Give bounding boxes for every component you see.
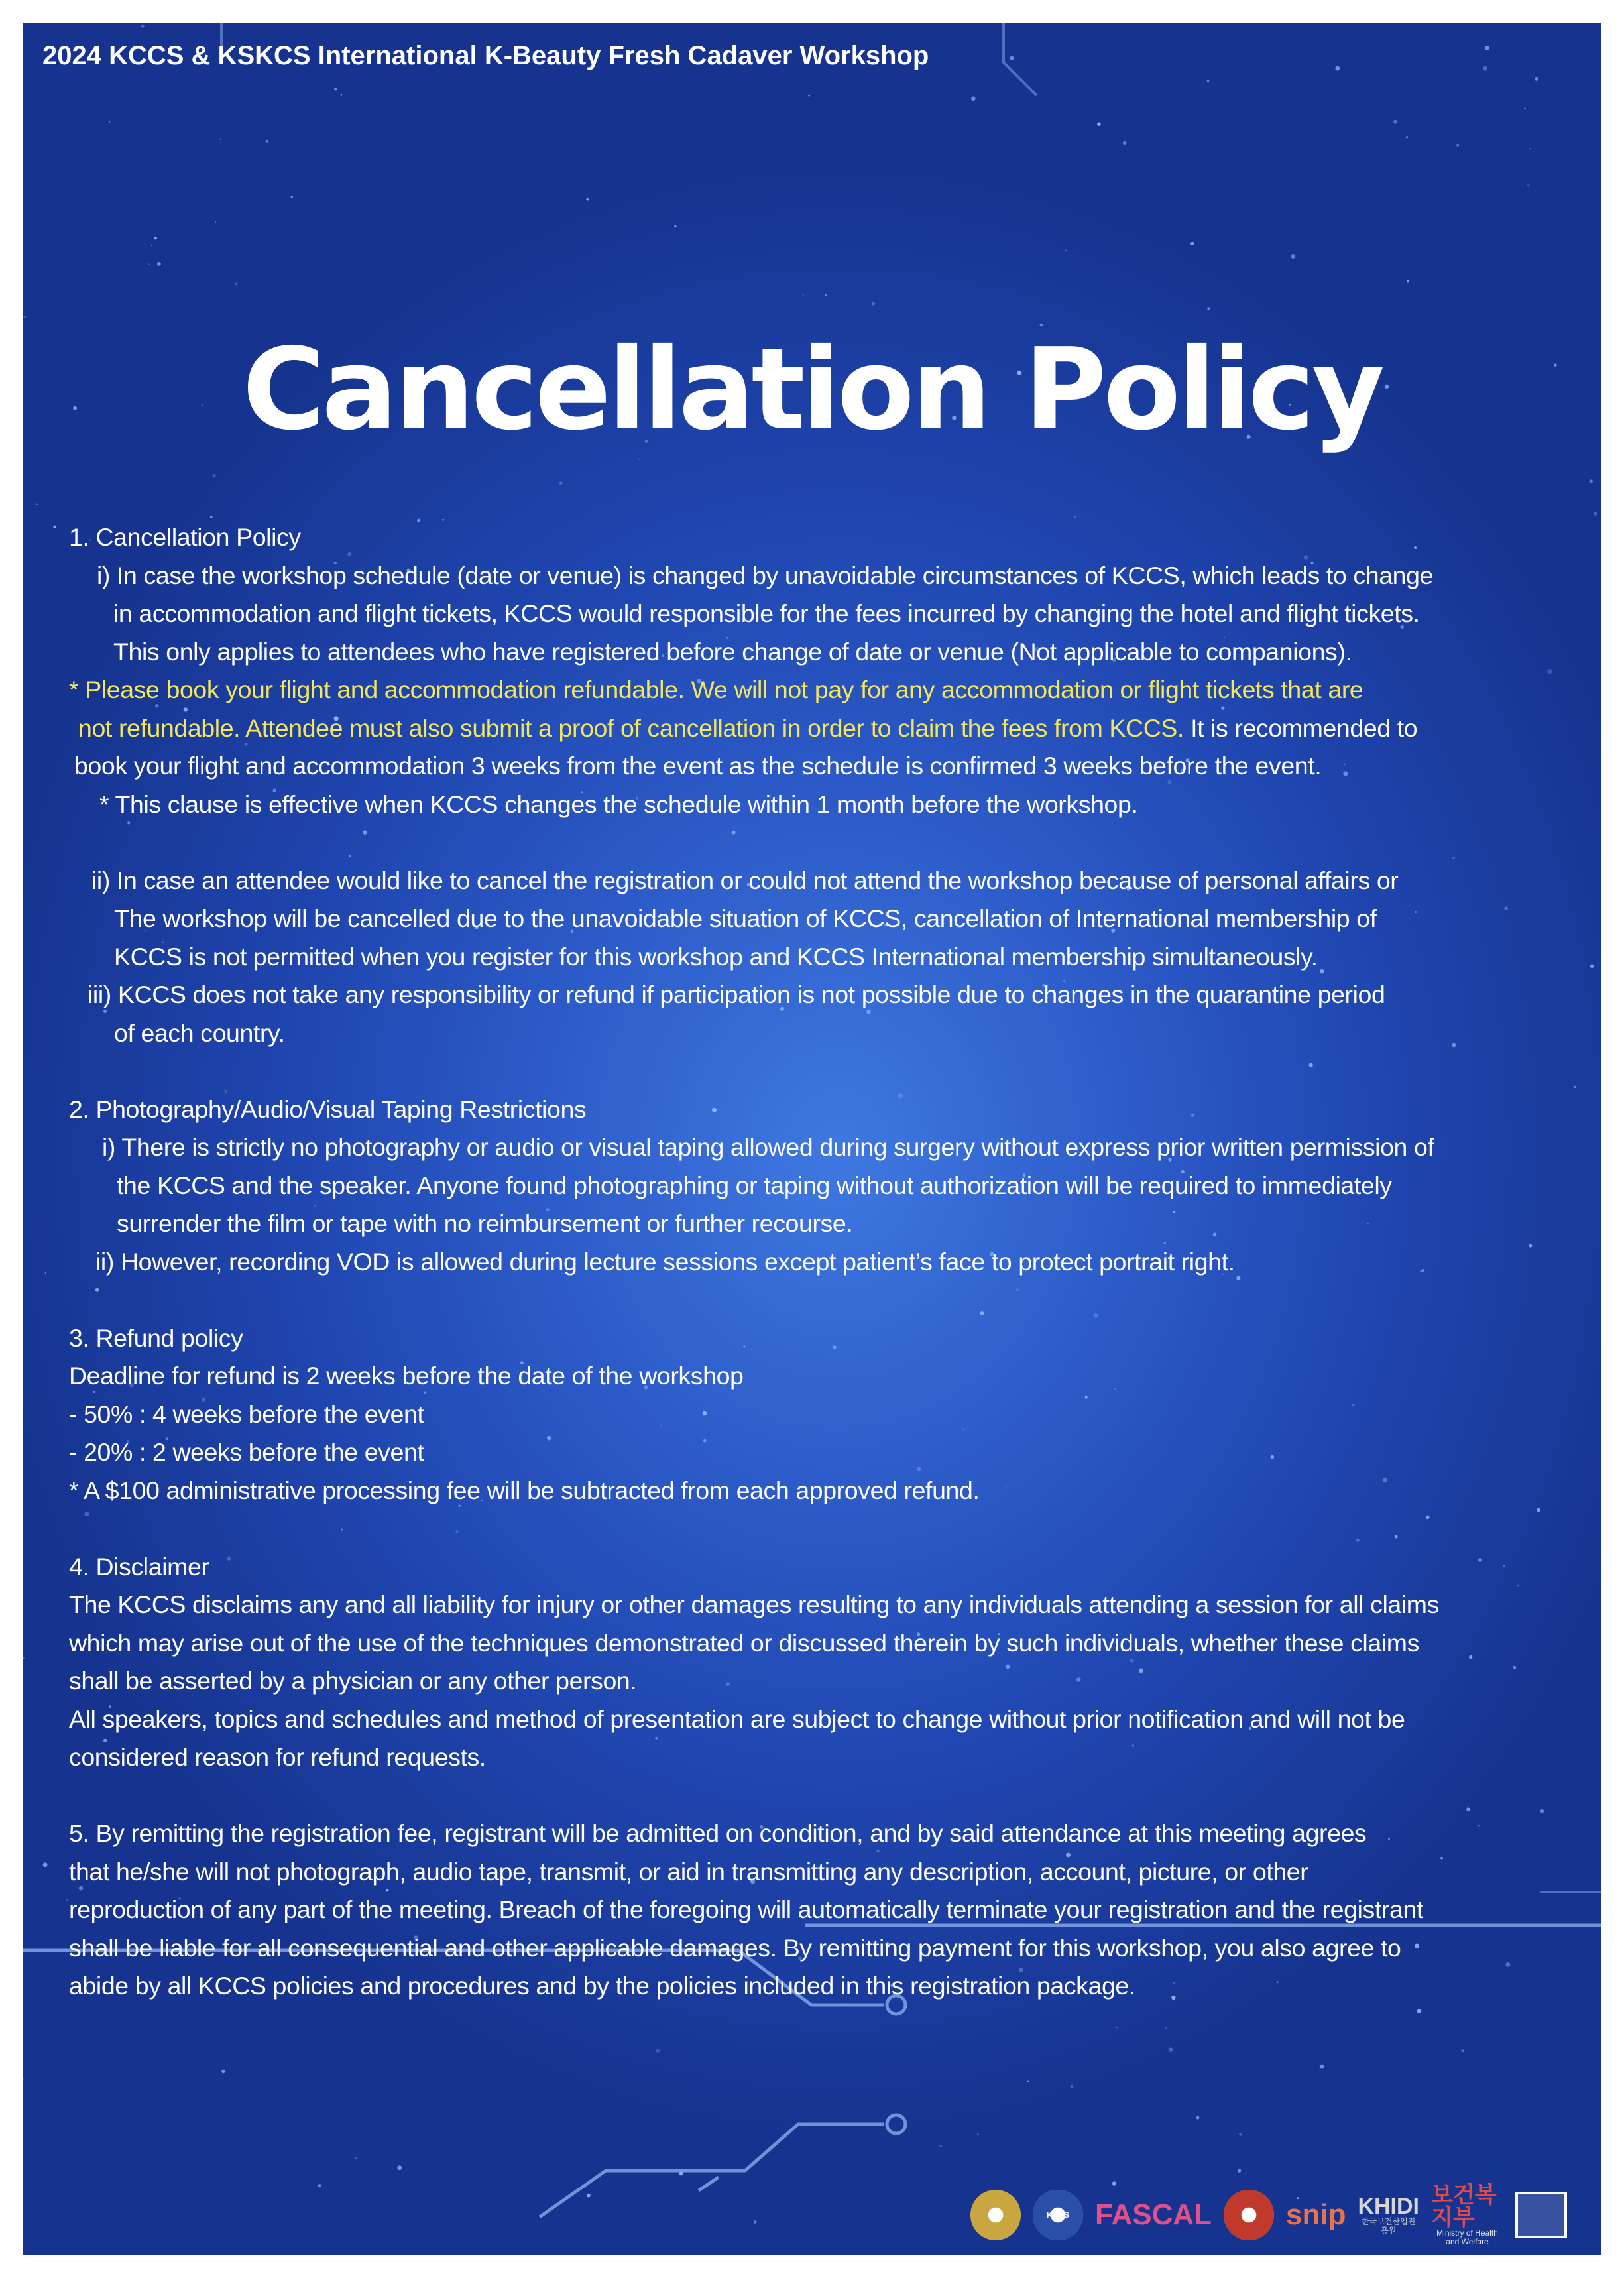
line-text: KCCS is not permitted when you register for this workshop and KCCS International membership simultaneously. [114, 942, 1318, 971]
star-dot [1097, 122, 1101, 126]
line-text: the KCCS and the speaker. Anyone found photographing or taping without authorization will be required to immediately [117, 1171, 1392, 1199]
line-text: * This clause is effective when KCCS changes the schedule within 1 month before the workshop. [99, 790, 1138, 818]
star-dot [1123, 141, 1127, 145]
khidi-logo [1358, 2195, 1419, 2235]
policy-line [69, 1891, 1594, 1929]
page-title: Cancellation Policy [242, 324, 1382, 455]
star-dot [1010, 56, 1014, 60]
policy-line [69, 786, 1594, 824]
line-text: ii) However, recording VOD is allowed during lecture sessions except patient’s face to protect portrait right. [95, 1247, 1235, 1276]
policy-line [69, 862, 1594, 900]
policy-line [69, 518, 1594, 557]
seal-logo-emblem [970, 2190, 1021, 2240]
highlighted-text: not refundable. Attendee must also submit a proof of cancellation in order to claim the fees from KCCS. [78, 713, 1185, 742]
kccs-logo-label: KCCS [1046, 2210, 1069, 2220]
line-text-tail: It is recommended to [1184, 713, 1418, 742]
policy-line [69, 747, 1594, 786]
star-dot [559, 481, 562, 485]
policy-line [69, 976, 1594, 1014]
star-dot [1027, 2081, 1029, 2082]
emblem-logo-emblem [1224, 2190, 1274, 2240]
star-dot [45, 1272, 46, 1274]
star-dot [587, 2194, 591, 2198]
star-dot [1535, 77, 1538, 81]
star-dot [1070, 2085, 1073, 2088]
policy-line [69, 1167, 1594, 1205]
star-dot [1393, 120, 1397, 124]
star-dot [1456, 144, 1459, 147]
star-dot [1524, 108, 1526, 110]
line-text: - 20% : 2 weeks before the event [69, 1438, 424, 1466]
paragraph-gap [69, 1777, 1594, 1815]
policy-line [69, 1815, 1594, 1853]
policy-line [69, 1319, 1594, 1358]
line-text: surrender the film or tape with no reimbursement or further recourse. [117, 1209, 853, 1237]
star-dot [334, 88, 337, 90]
policy-line [69, 1472, 1594, 1510]
line-text: that he/she will not photograph, audio tape, transmit, or aid in transmitting any description, account, picture, or other [69, 1857, 1308, 1886]
policy-line [69, 1701, 1594, 1739]
star-dot [1320, 2065, 1324, 2069]
line-text: The KCCS disclaims any and all liability for injury or other damages resulting to any individuals attending a session for all claims [69, 1590, 1439, 1618]
policy-line [69, 1662, 1594, 1701]
star-dot [355, 2157, 357, 2159]
star-dot [397, 2165, 402, 2170]
star-dot [971, 97, 976, 101]
poster [23, 23, 1601, 2255]
line-text: 4. Disclaimer [69, 1552, 209, 1581]
policy-line [69, 1586, 1594, 1624]
paragraph-gap [69, 1510, 1594, 1548]
policy-line [69, 595, 1594, 633]
star-dot [940, 2145, 943, 2147]
star-dot [266, 140, 268, 143]
star-dot [151, 245, 152, 246]
policy-line [69, 1967, 1594, 2006]
emblem-logo [1224, 2190, 1274, 2240]
star-dot [109, 121, 110, 122]
ministry-logo [1431, 2184, 1503, 2246]
line-text: book your flight and accommodation 3 weeks from the event as the schedule is confirmed 3 weeks before the event. [74, 752, 1322, 780]
star-dot [291, 196, 293, 198]
line-text: ii) In case an attendee would like to cancel the registration or could not attend the workshop because of personal affairs or [91, 866, 1399, 894]
university-logo [1515, 2192, 1567, 2238]
policy-line [69, 1929, 1594, 1968]
star-dot [1594, 512, 1597, 515]
line-text: 5. By remitting the registration fee, registrant will be admitted on condition, and by said attendance at this meeting agrees [69, 1819, 1367, 1847]
ministry-logo-label: 보건복지부 [1431, 2182, 1497, 2230]
star-dot [1483, 66, 1487, 71]
highlighted-text: * Please book your flight and accommodation refundable. We will not pay for any accommodation or flight tickets that are [69, 676, 1363, 703]
star-dot [1165, 2027, 1167, 2029]
star-dot [825, 294, 827, 296]
star-dot [1461, 2049, 1464, 2052]
line-text: Deadline for refund is 2 weeks before the date of the workshop [69, 1362, 744, 1390]
star-dot [656, 2049, 660, 2053]
seal-logo [970, 2190, 1021, 2240]
star-dot [341, 94, 343, 96]
star-dot [23, 316, 26, 318]
line-text: reproduction of any part of the meeting. Breach of the foregoing will automatically terminate your registration and the registrant [69, 1895, 1423, 1923]
star-dot [235, 282, 238, 285]
ministry-logo-sublabel: Ministry of Health and Welfare [1436, 2228, 1498, 2246]
star-dot [66, 1899, 68, 1901]
star-dot [754, 2220, 756, 2223]
policy-line [69, 557, 1594, 595]
line-text: which may arise out of the use of the techniques demonstrated or discussed therein by such individuals, whether these claims [69, 1628, 1419, 1657]
line-text: 2. Photography/Audio/Visual Taping Restrictions [69, 1095, 587, 1123]
star-dot [215, 221, 216, 222]
policy-line [69, 1548, 1594, 1587]
star-dot [1196, 2116, 1200, 2120]
line-text: iii) KCCS does not take any responsibility or refund if participation is not possible due to changes in the quarantine period [87, 981, 1385, 1008]
line-text: of each country. [114, 1018, 285, 1047]
star-dot [1417, 2009, 1422, 2013]
star-dot [23, 2077, 24, 2080]
line-text: considered reason for refund requests. [69, 1743, 486, 1771]
star-dot [1291, 254, 1295, 259]
line-text: * A $100 administrative processing fee will be subtracted from each approved refund. [69, 1476, 980, 1504]
snip-logo [1286, 2200, 1346, 2230]
star-dot [872, 302, 875, 306]
fascal-logo-label: FASCAL [1095, 2198, 1212, 2231]
star-dot [586, 198, 589, 201]
policy-line [69, 1433, 1594, 1472]
star-dot [148, 263, 150, 265]
university-logo-emblem [1515, 2192, 1567, 2238]
star-dot [1239, 2133, 1242, 2136]
policy-line [69, 633, 1594, 672]
star-dot [1406, 136, 1408, 138]
policy-line [69, 1128, 1594, 1167]
star-dot [1527, 184, 1529, 186]
star-dot [808, 95, 810, 97]
star-dot [1090, 471, 1091, 472]
star-dot [43, 1862, 48, 1867]
snip-logo-label: snip [1286, 2198, 1346, 2231]
line-text: 1. Cancellation Policy [69, 523, 301, 551]
star-dot [803, 294, 804, 295]
policy-line [69, 1205, 1594, 1243]
line-text: shall be asserted by a physician or any other person. [69, 1667, 637, 1695]
star-dot [1169, 2047, 1173, 2051]
star-dot [53, 526, 56, 528]
star-dot [1335, 66, 1340, 71]
star-dot [157, 262, 161, 266]
star-dot [1407, 280, 1409, 283]
policy-line [69, 1357, 1594, 1396]
star-dot [318, 2184, 321, 2187]
paragraph-gap [69, 1281, 1594, 1319]
line-text: in accommodation and flight tickets, KCCS would responsible for the fees incurred by changing the hotel and flight tickets. [113, 599, 1420, 627]
line-text: i) In case the workshop schedule (date or venue) is changed by unavoidable circumstances of KCCS, which leads to change [97, 561, 1434, 589]
star-dot [1238, 2169, 1242, 2173]
line-text: shall be liable for all consequential and other applicable damages. By remitting payment for this workshop, you also agree to [69, 1933, 1401, 1962]
paragraph-gap [69, 823, 1594, 862]
star-dot [1590, 479, 1593, 483]
header-title: 2024 KCCS & KSKCS International K-Beauty Fresh Cadaver Workshop [42, 41, 929, 70]
star-dot [1190, 242, 1194, 245]
policy-line [69, 938, 1594, 977]
khidi-logo-label: KHIDI [1358, 2193, 1420, 2219]
star-dot [977, 2133, 979, 2135]
policy-line [69, 1091, 1594, 1129]
star-dot [213, 474, 215, 477]
star-dot [154, 237, 157, 239]
star-dot [1529, 148, 1531, 149]
policy-line [69, 1624, 1594, 1663]
sponsor-logos [970, 2182, 1567, 2246]
star-dot [1207, 307, 1210, 310]
line-text: 3. Refund policy [69, 1323, 243, 1352]
policy-line [69, 1014, 1594, 1053]
paragraph-gap [69, 1052, 1594, 1091]
policy-line [69, 900, 1594, 938]
line-text: All speakers, topics and schedules and method of presentation are subject to change without prior notification and will not be [69, 1705, 1405, 1733]
star-dot [1485, 46, 1489, 50]
policy-body [69, 518, 1594, 2006]
star-dot [36, 504, 37, 505]
fascal-logo [1095, 2200, 1212, 2230]
policy-line [69, 709, 1594, 748]
policy-line [69, 671, 1594, 709]
star-dot [638, 459, 640, 460]
line-text: This only applies to attendees who have registered before change of date or venue (Not applicable to companions). [113, 637, 1352, 666]
star-dot [141, 25, 145, 28]
khidi-logo-sublabel: 한국보건산업진흥원 [1362, 2216, 1416, 2235]
policy-line [69, 1396, 1594, 1434]
kccs-logo [1033, 2190, 1083, 2240]
line-text: - 50% : 4 weeks before the event [69, 1400, 424, 1428]
policy-line [69, 1738, 1594, 1777]
star-dot [1065, 250, 1067, 252]
line-text: abide by all KCCS policies and procedures and by the policies included in this registration package. [69, 1972, 1135, 2000]
star-dot [1207, 80, 1210, 82]
policy-line [69, 1853, 1594, 1891]
star-dot [220, 139, 221, 140]
star-dot [221, 2070, 225, 2074]
star-dot [674, 225, 676, 227]
star-dot [1116, 2027, 1118, 2029]
line-text: The workshop will be cancelled due to the unavoidable situation of KCCS, cancellation of International membership of [114, 904, 1377, 932]
line-text: i) There is strictly no photography or audio or visual taping allowed during surgery without express prior written permission of [102, 1133, 1434, 1161]
policy-line [69, 1243, 1594, 1282]
star-dot [23, 1657, 25, 1659]
